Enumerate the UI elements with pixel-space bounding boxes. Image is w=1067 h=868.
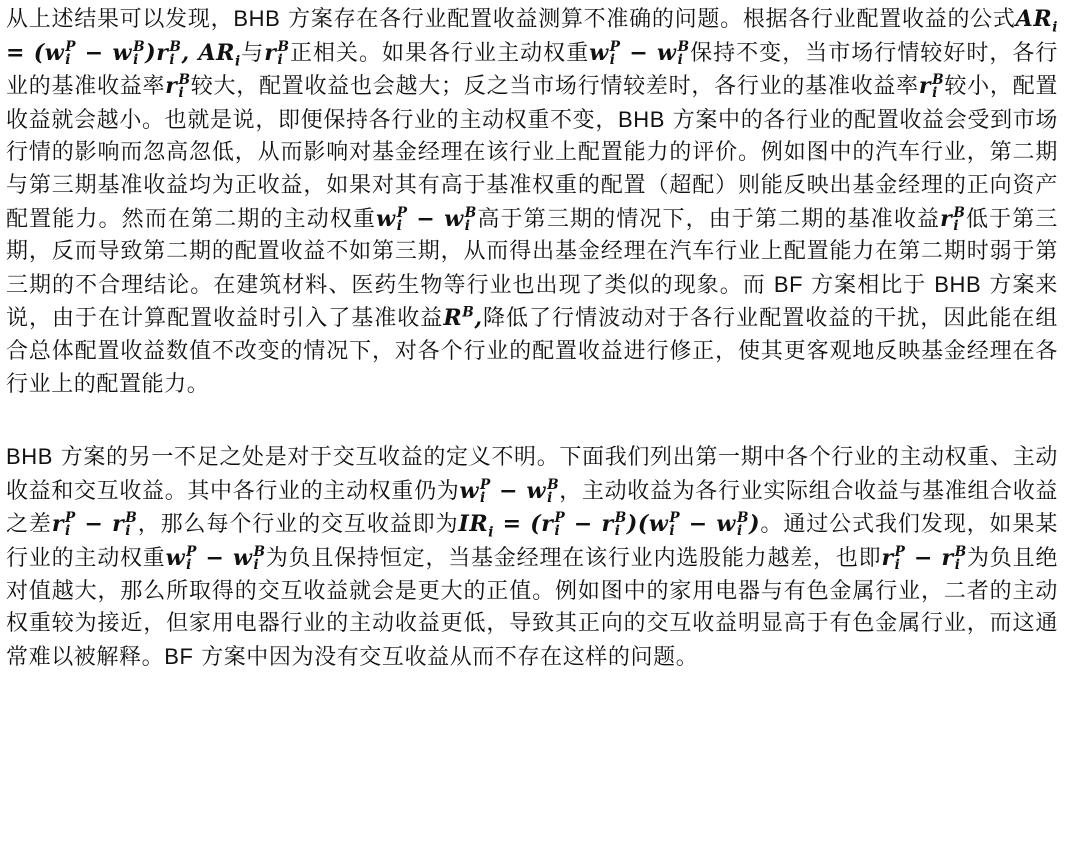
math-symbol: AR bbox=[1015, 6, 1053, 32]
math-script bbox=[169, 38, 182, 68]
math-script bbox=[554, 512, 565, 538]
math-superscript: P bbox=[609, 38, 621, 55]
math-superscript: P bbox=[396, 204, 408, 221]
math-superscript: P bbox=[669, 510, 681, 527]
math-superscript: B bbox=[614, 510, 627, 527]
math-subscript: i bbox=[235, 52, 241, 69]
body-text: 为负且保持恒定，当基金经理在该行业内选股能力越差，也即 bbox=[265, 545, 882, 571]
math-symbol: w bbox=[165, 544, 186, 571]
math-symbol: IR bbox=[458, 511, 489, 538]
math-script bbox=[479, 476, 491, 506]
body-text: 方案中的各行业的配置收益会受到市场行情的影响而忽高忽低，从而影响对基金经理在该行业上配置能力的评价。例如图中的汽车行业，第二期与第三期基准收益均为正收益，如果对其有高于基准权重的配置（超配）则能反映出基金经理的正向资产配置能力。然而在第二期的主动权重 bbox=[6, 107, 1058, 232]
math-symbol: r bbox=[881, 544, 894, 571]
math-script bbox=[547, 476, 560, 506]
math-subscript: i bbox=[669, 523, 676, 540]
math-script bbox=[737, 512, 749, 538]
body-text: 方案来说，由于在计算配置收益时引入了基准收益 bbox=[6, 272, 1058, 332]
math-symbol: , AR bbox=[181, 39, 236, 66]
math-superscript: B bbox=[953, 204, 966, 221]
latin-term: BHB bbox=[618, 106, 666, 132]
paragraph-bhb-allocation bbox=[6, 3, 1058, 401]
document-page bbox=[6, 3, 1058, 674]
math-superscript: B bbox=[277, 38, 290, 55]
math-symbol: − r bbox=[905, 544, 954, 571]
math-symbol: w bbox=[589, 39, 609, 66]
math-symbol: w bbox=[376, 205, 396, 232]
math-symbol: )r bbox=[145, 39, 169, 66]
math-script bbox=[894, 543, 906, 573]
math-subscript: i bbox=[479, 489, 486, 506]
math-subscript: i bbox=[464, 217, 471, 234]
math-symbol: − r bbox=[75, 511, 125, 538]
math-script bbox=[464, 204, 477, 234]
math-subscript: i bbox=[554, 523, 561, 540]
math-script bbox=[954, 543, 967, 573]
body-text: 从上述结果可以发现， bbox=[6, 7, 234, 32]
body-text: 为负且绝对值越大，那么所取得的交互收益就会是更大的正值。例如图中的家用电器与有色金属行业，二者的主动权重较为接近，但家用电器行业的主动收益更低，导致其正向的交互收益明显高于有色金属行业，而这通常难以被解释。 bbox=[6, 545, 1059, 670]
body-text: 正相关。如果各行业主动权重 bbox=[289, 40, 590, 66]
math-symbol: r bbox=[51, 511, 65, 538]
math-script bbox=[677, 38, 690, 68]
body-text: 方案的另一不足之处是对于交互收益的定义不明。下面我们列出第一期中各个行业的主动权重、主动收益和交互收益。其中各行业的主动权重仍为 bbox=[6, 445, 1058, 504]
math-symbol: − w bbox=[680, 511, 736, 538]
latin-term: BF bbox=[773, 271, 804, 297]
math-symbol: r bbox=[940, 205, 953, 232]
math-script bbox=[253, 543, 266, 573]
math-subscript: i bbox=[488, 524, 495, 541]
latin-term: BHB bbox=[934, 271, 982, 297]
math-script bbox=[277, 38, 290, 68]
math-symbol: r bbox=[918, 73, 932, 100]
math-script bbox=[609, 38, 621, 68]
math-superscript: B bbox=[253, 543, 266, 560]
latin-term: BHB bbox=[6, 444, 54, 470]
math-symbol: R bbox=[443, 305, 463, 332]
math-superscript: B bbox=[125, 510, 138, 527]
math-superscript: P bbox=[186, 543, 198, 560]
paragraph-bhb-interaction bbox=[6, 441, 1058, 674]
math-script bbox=[133, 38, 146, 68]
math-superscript: B bbox=[169, 38, 182, 55]
body-text: ，那么每个行业的交互收益即为 bbox=[137, 512, 459, 538]
math-superscript: B bbox=[462, 305, 475, 322]
math-superscript: P bbox=[479, 476, 491, 493]
math-symbol: ) bbox=[749, 511, 761, 538]
math-subscript: i bbox=[1052, 19, 1058, 36]
math-superscript: B bbox=[547, 476, 560, 493]
math-symbol: − w bbox=[407, 205, 464, 232]
math-subscript: i bbox=[547, 489, 553, 506]
math-subscript: i bbox=[894, 556, 901, 573]
math-symbol: = (w bbox=[6, 39, 65, 66]
math-superscript: B bbox=[954, 543, 967, 560]
math-superscript: P bbox=[554, 510, 566, 527]
math-symbol: − r bbox=[565, 511, 614, 538]
math-superscript: B bbox=[677, 38, 690, 55]
math-script bbox=[1052, 6, 1058, 36]
math-subscript: i bbox=[169, 51, 176, 68]
math-script bbox=[65, 512, 76, 538]
math-script bbox=[615, 512, 627, 538]
math-superscript: P bbox=[65, 38, 77, 55]
math-script bbox=[178, 74, 190, 100]
math-subscript: i bbox=[396, 217, 403, 234]
latin-term: BF bbox=[164, 643, 194, 669]
math-symbol: r bbox=[165, 73, 178, 100]
math-symbol: )(w bbox=[626, 511, 669, 538]
math-subscript: i bbox=[65, 523, 71, 540]
math-script bbox=[125, 512, 137, 538]
math-symbol: , bbox=[474, 305, 483, 332]
body-text: 降低了行情波动对于各行业配置收益的干扰，因此能在组合总体配置收益数值不改变的情况下，对各个行业的配置收益进行修正，使其更客观地反映基金经理在各行业上的配置能力。 bbox=[6, 306, 1058, 397]
math-subscript: i bbox=[178, 85, 185, 102]
math-subscript: i bbox=[932, 85, 938, 102]
math-subscript: i bbox=[677, 51, 684, 68]
math-superscript: P bbox=[894, 543, 906, 560]
math-script bbox=[186, 543, 198, 573]
body-text: ，主动收益为各行业实际组合收益与基准组合收益之差 bbox=[6, 478, 1058, 538]
math-subscript: i bbox=[125, 523, 132, 540]
math-superscript: B bbox=[736, 510, 750, 527]
math-script bbox=[65, 38, 77, 68]
body-text: 。通过公式我们发现，如果某行业的主动权重 bbox=[6, 512, 1058, 571]
math-subscript: i bbox=[186, 556, 192, 573]
math-symbol: = (r bbox=[494, 511, 554, 538]
math-subscript: i bbox=[609, 51, 616, 68]
math-symbol: − w bbox=[76, 39, 133, 66]
math-subscript: i bbox=[954, 556, 961, 573]
math-symbol: − w bbox=[490, 477, 547, 504]
math-subscript: i bbox=[65, 51, 72, 68]
body-text: 与 bbox=[240, 40, 265, 66]
body-text: 较大，配置收益也会越大；反之当市场行情较差时，各行业的基准收益率 bbox=[190, 74, 919, 100]
body-text: 高于第三期的情况下，由于第二期的基准收益 bbox=[476, 206, 941, 232]
math-symbol: − w bbox=[620, 39, 677, 66]
math-script bbox=[932, 74, 944, 100]
math-superscript: B bbox=[133, 38, 146, 55]
body-text: 方案存在各行业配置收益测算不准确的问题。根据各行业配置收益的公式 bbox=[280, 7, 1016, 32]
body-text: 方案中因为没有交互收益从而不存在这样的问题。 bbox=[193, 644, 699, 670]
math-subscript: i bbox=[953, 217, 960, 234]
math-script bbox=[396, 204, 408, 234]
math-symbol: w bbox=[459, 477, 479, 504]
math-subscript: i bbox=[614, 523, 621, 540]
body-text: 低于第三期，反而导致第二期的配置收益不如第三期，从而得出基金经理在汽车行业上配置能力在第二期时弱于第三期的不合理结论。在建筑材料、医药生物等行业也出现了类似的现象。而 bbox=[6, 206, 1058, 298]
math-superscript: P bbox=[65, 510, 76, 527]
math-script bbox=[462, 305, 474, 331]
math-subscript: i bbox=[253, 556, 260, 573]
math-symbol: − w bbox=[197, 544, 253, 571]
math-subscript: i bbox=[277, 51, 284, 68]
math-script bbox=[669, 512, 680, 538]
math-subscript: i bbox=[133, 51, 139, 68]
body-text: 较小，配置收益就会越小。也就是说，即便保持各行业的主动权重不变， bbox=[6, 74, 1058, 133]
math-symbol: r bbox=[264, 39, 277, 66]
latin-term: BHB bbox=[233, 6, 281, 31]
body-text: 方案相比于 bbox=[803, 272, 935, 298]
math-superscript: B bbox=[178, 72, 191, 89]
math-superscript: B bbox=[464, 204, 477, 221]
body-text: 保持不变，当市场行情较好时，各行业的基准收益率 bbox=[6, 40, 1059, 100]
math-superscript: B bbox=[932, 72, 945, 89]
math-subscript: i bbox=[736, 523, 743, 540]
math-script bbox=[953, 204, 966, 234]
